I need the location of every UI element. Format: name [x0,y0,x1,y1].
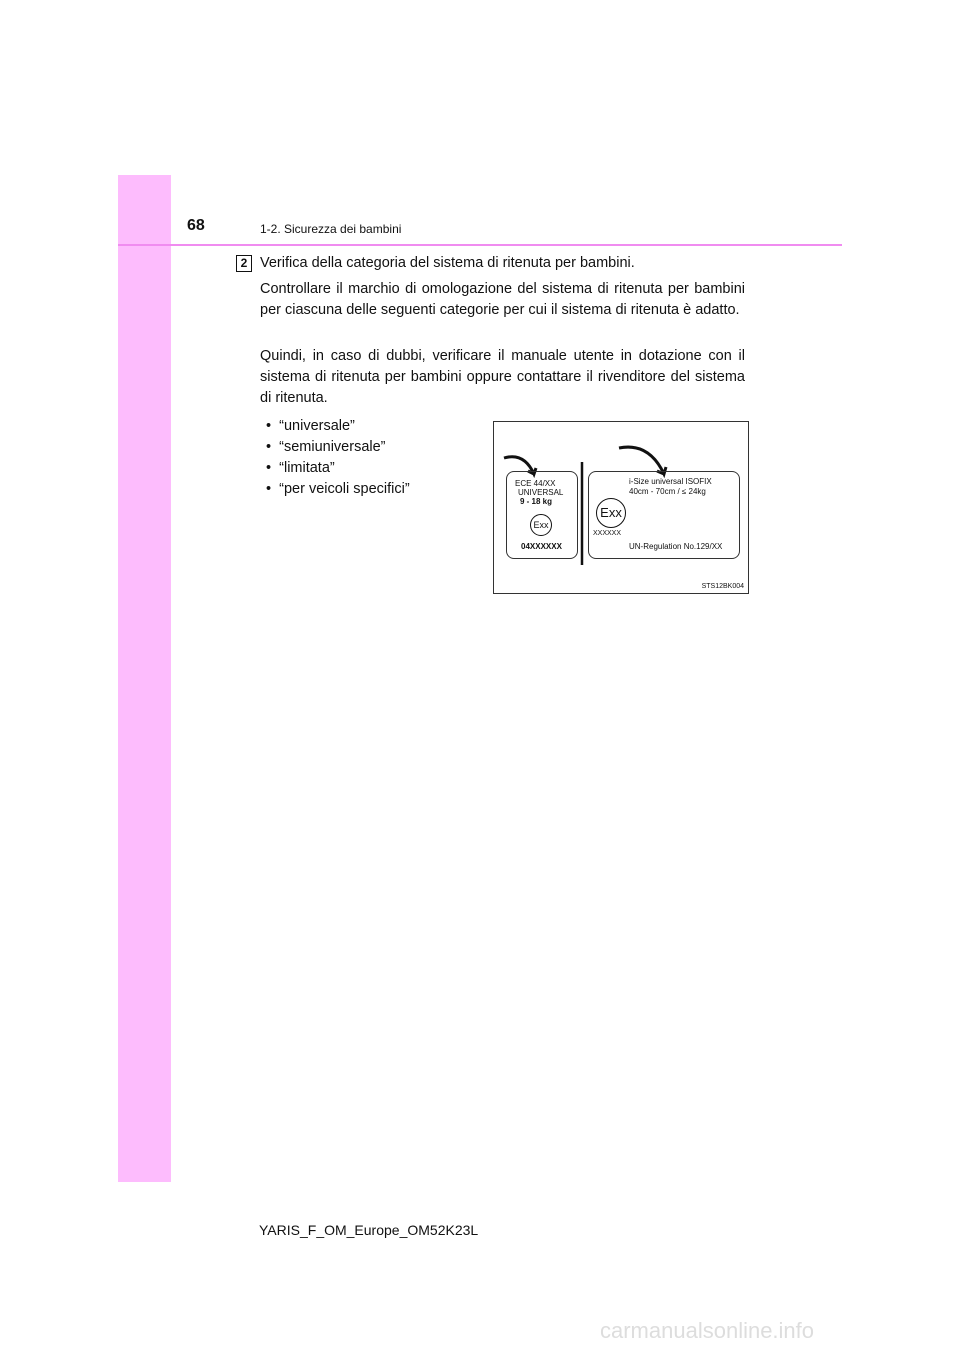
header-rule [118,244,842,246]
step-number: 2 [236,255,252,272]
e-mark-icon: Exx [530,514,552,536]
isize-regulation: UN-Regulation No.129/XX [629,542,723,551]
bullet-item: • “universale” [266,418,355,434]
ece-label [506,471,578,559]
side-tab-bar [118,175,171,1182]
watermark: carmanualsonline.info [600,1318,815,1343]
paragraph: Quindi, in caso di dubbi, verificare il manuale utente in dotazione con il sistema di ritenuta per bambini oppure contattare il rivenditore del sistema di ritenuta. [260,348,745,406]
bullet-item: • “semiuniversale” [266,439,386,455]
paragraph: Controllare il marchio di omologazione del sistema di ritenuta per bambini per ciascuna delle seguenti categorie per cui il sistema di ritenuta è adatto. [260,281,745,318]
step-title: Verifica della categoria del sistema di ritenuta per bambini. [260,255,635,271]
isize-code: XXXXXX [593,530,622,537]
bullet-item: • “per veicoli specifici” [266,481,410,497]
section-title: 1-2. Sicurezza dei bambini [260,222,402,236]
isize-title: i-Size universal ISOFIX [629,477,712,486]
bullet-item: • “limitata” [266,460,335,476]
ece-regulation: ECE 44/XX [515,479,556,488]
approval-label-figure [493,421,749,594]
isize-range: 40cm - 70cm / ≤ 24kg [629,487,706,496]
isize-label [588,471,740,559]
page-number: 68 [187,217,205,234]
e-mark-icon: Exx [596,498,626,528]
ece-code: 04XXXXXX [521,542,562,551]
figure-id: STS12BK004 [701,583,744,590]
ece-category: UNIVERSAL [518,488,564,497]
ece-weight: 9 - 18 kg [520,497,553,506]
footer-doc-id: YARIS_F_OM_Europe_OM52K23L [259,1222,479,1238]
